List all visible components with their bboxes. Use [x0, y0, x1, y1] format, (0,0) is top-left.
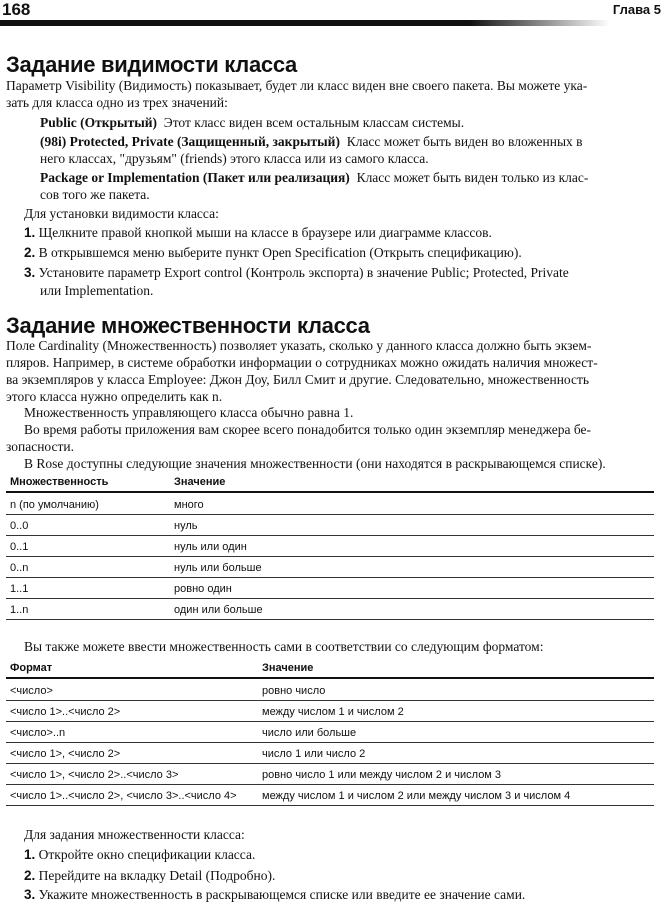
- step-item: 3. Установите параметр Export control (Контроль экспорта) в значение Public; Protected, Private: [24, 265, 569, 280]
- table-header: [6, 660, 654, 679]
- option-term: Package or Implementation (Пакет или реализация): [40, 170, 350, 185]
- table-header: [6, 474, 654, 493]
- table-row: 0..1 нуль или один: [6, 535, 654, 557]
- column-header: Значение: [174, 476, 226, 488]
- page-number: 168: [2, 0, 31, 19]
- option-desc-cont: него классах, "друзьям" (friends) этого класса или из самого класса.: [40, 151, 429, 166]
- step-item: 1. Щелкните правой кнопкой мыши на классе в браузере или диаграмме классов.: [24, 225, 492, 240]
- section-title-cardinality: Задание множественности класса: [6, 313, 370, 338]
- visibility-option: [40, 133, 583, 151]
- table-row: <число 1>, <число 2>..<число 3> ровно число 1 или между числом 2 и числом 3: [6, 763, 654, 785]
- paragraph-line: Поле Cardinality (Множественность) позволяет указать, сколько у данного класса должно быть экзем-: [6, 338, 592, 353]
- column-header: Формат: [10, 662, 53, 674]
- table-row: n (по умолчанию) много: [6, 493, 654, 515]
- paragraph-line: Во время работы приложения вам скорее всего понадобится только один экземпляр менеджера бе-: [24, 422, 592, 437]
- table-row: <число 1>..<число 2>, <число 3>..<число 4> между числом 1 и числом 2 или между числом 3 и числом 4: [6, 784, 654, 806]
- option-term: (98i) Protected, Private (Защищенный, закрытый): [40, 134, 340, 149]
- steps-intro: Для установки видимости класса:: [24, 206, 219, 221]
- step-item: 2. Перейдите на вкладку Detail (Подробно).: [24, 868, 276, 883]
- cardinality-table: [6, 474, 654, 620]
- step-item-cont: или Implementation.: [40, 283, 154, 298]
- visibility-option: [40, 169, 588, 187]
- paragraph-line: В Rose доступны следующие значения множественности (они находятся в раскрывающемся списке).: [24, 456, 606, 471]
- option-desc: Этот класс виден всем остальным классам системы.: [163, 115, 465, 130]
- column-header: Значение: [262, 662, 314, 674]
- column-header: Множественность: [10, 476, 109, 488]
- table-row: 1..n один или больше: [6, 598, 654, 620]
- table-row: <число 1>..<число 2> между числом 1 и числом 2: [6, 700, 654, 722]
- option-term: Public (Открытый): [40, 115, 158, 130]
- table-row: 0..0 нуль: [6, 514, 654, 536]
- table2-intro: Вы также можете ввести множественность сами в соответствии со следующим форматом:: [24, 639, 544, 654]
- table-row: <число 1>, <число 2> число 1 или число 2: [6, 742, 654, 764]
- option-desc: Класс может быть виден во вложенных в: [346, 134, 583, 149]
- table-row: <число>..n число или больше: [6, 721, 654, 743]
- step-item: 1. Откройте окно спецификации класса.: [24, 847, 256, 862]
- option-desc-cont: сов того же пакета.: [40, 187, 150, 202]
- step-item: 3. Укажите множественность в раскрывающемся списке или введите ее значение сами.: [24, 887, 526, 902]
- header-rule-fade: [470, 20, 610, 26]
- table-row: <число> ровно число: [6, 679, 654, 701]
- format-table: [6, 660, 654, 806]
- step-item: 2. В открывшемся меню выберите пункт Open Specification (Открыть спецификацию).: [24, 245, 522, 260]
- table-row: 0..n нуль или больше: [6, 556, 654, 578]
- option-desc: Класс может быть виден только из клас-: [356, 170, 589, 185]
- paragraph-line: Множественность управляющего класса обычно равна 1.: [24, 405, 354, 420]
- paragraph-line: ва экземпляров у класса Employee: Джон Доу, Билл Смит и другие. Следовательно, множественность: [6, 372, 590, 387]
- paragraph-line: зать для класса одно из трех значений:: [6, 95, 228, 110]
- steps-intro: Для задания множественности класса:: [24, 827, 245, 842]
- chapter-label: Глава 5: [612, 2, 661, 17]
- paragraph-line: этого класса нужно определить как n.: [6, 389, 223, 404]
- paragraph-line: Параметр Visibility (Видимость) показывает, будет ли класс виден вне своего пакета. Вы можете ука-: [6, 78, 588, 93]
- visibility-option: [40, 114, 464, 132]
- running-header: [0, 0, 665, 28]
- paragraph-line: пляров. Например, в системе обработки информации о сотрудниках можно ожидать наличия множест-: [6, 355, 598, 370]
- section-title-visibility: Задание видимости класса: [6, 52, 297, 77]
- table-row: 1..1 ровно один: [6, 577, 654, 599]
- paragraph-line: зопасности.: [6, 439, 75, 454]
